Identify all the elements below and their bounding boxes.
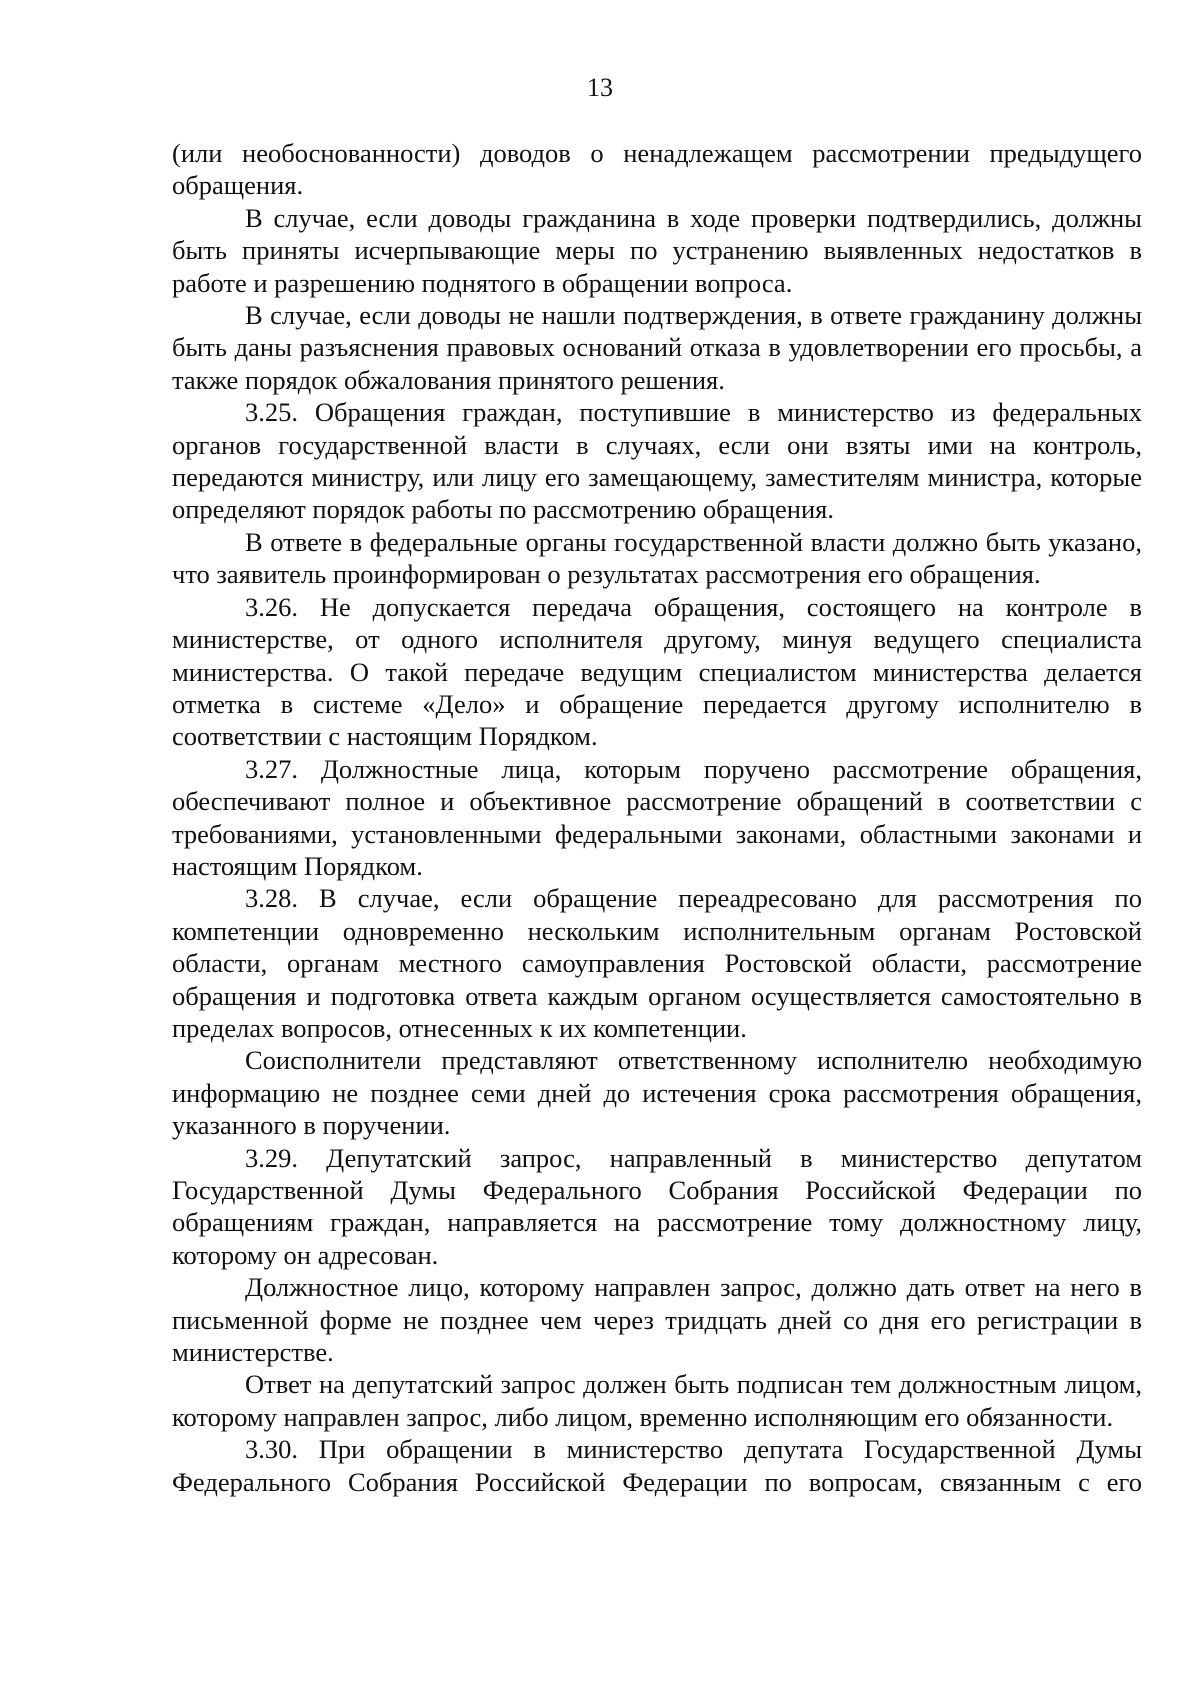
- paragraph-deputy-response-signature: Ответ на депутатский запрос должен быть подписан тем должностным лицом, которому направлен запрос, либо лицом, временно исполняющим его обязанности.: [172, 1369, 1142, 1432]
- paragraph-3-28: 3.28. В случае, если обращение переадресовано для рассмотрения по компетенции одновременно нескольким исполнительным органам Ростовской области, органам местного самоуправления Ростовской области, рассмотрение обращения и подготовка ответа каждым органом осуществляется самостоятельно в пределах вопросов, отнесенных к их компетенции.: [172, 883, 1142, 1043]
- paragraph-confirmed-arguments: В случае, если доводы гражданина в ходе проверки подтвердились, должны быть приняты исчерпывающие меры по устранению выявленных недостатков в работе и разрешению поднятого в обращении вопроса.: [172, 202, 1142, 298]
- paragraph-co-executors: Соисполнители представляют ответственному исполнителю необходимую информацию не позднее семи дней до истечения срока рассмотрения обращения, указанного в поручении.: [172, 1045, 1142, 1141]
- paragraph-3-26: 3.26. Не допускается передача обращения, состоящего на контроле в министерстве, от одного исполнителя другому, минуя ведущего специалиста министерства. О такой передаче ведущим специалистом министерства делается отметка в системе «Дело» и обращение передается другому исполнителю в соответствии с настоящим Порядком.: [172, 591, 1142, 752]
- paragraph-continuation: (или необоснованности) доводов о ненадлежащем рассмотрении предыдущего обращения.: [172, 138, 1142, 201]
- paragraph-official-response: Должностное лицо, которому направлен запрос, должно дать ответ на него в письменной форме не позднее чем через тридцать дней со дня его регистрации в министерстве.: [172, 1272, 1142, 1368]
- paragraph-3-29: 3.29. Депутатский запрос, направленный в министерство депутатом Государственной Думы Федерального Собрания Российской Федерации по обращениям граждан, направляется на рассмотрение тому должностному лицу, которому он адресован.: [172, 1142, 1142, 1270]
- document-body: [172, 137, 1142, 1498]
- paragraph-federal-answer: В ответе в федеральные органы государственной власти должно быть указано, что заявитель проинформирован о результатах рассмотрения его обращения.: [172, 526, 1142, 590]
- page-number: 13: [587, 73, 613, 102]
- paragraph-unconfirmed-arguments: В случае, если доводы не нашли подтверждения, в ответе гражданину должны быть даны разъяснения правовых оснований отказа в удовлетворении его просьбы, а также порядок обжалования принятого решения.: [172, 300, 1142, 395]
- paragraph-3-25: 3.25. Обращения граждан, поступившие в министерство из федеральных органов государственной власти в случаях, если они взяты ими на контроль, передаются министру, или лицу его замещающему, заместителям министра, которые определяют порядок работы по рассмотрению обращения.: [172, 397, 1142, 525]
- paragraph-3-27: 3.27. Должностные лица, которым поручено рассмотрение обращения, обеспечивают полное и объективное рассмотрение обращений в соответствии с требованиями, установленными федеральными законами, областными законами и настоящим Порядком.: [172, 753, 1142, 881]
- paragraph-3-30: 3.30. При обращении в министерство депутата Государственной Думы Федерального Собрания Российской Федерации по вопросам, связанным с его: [172, 1434, 1142, 1497]
